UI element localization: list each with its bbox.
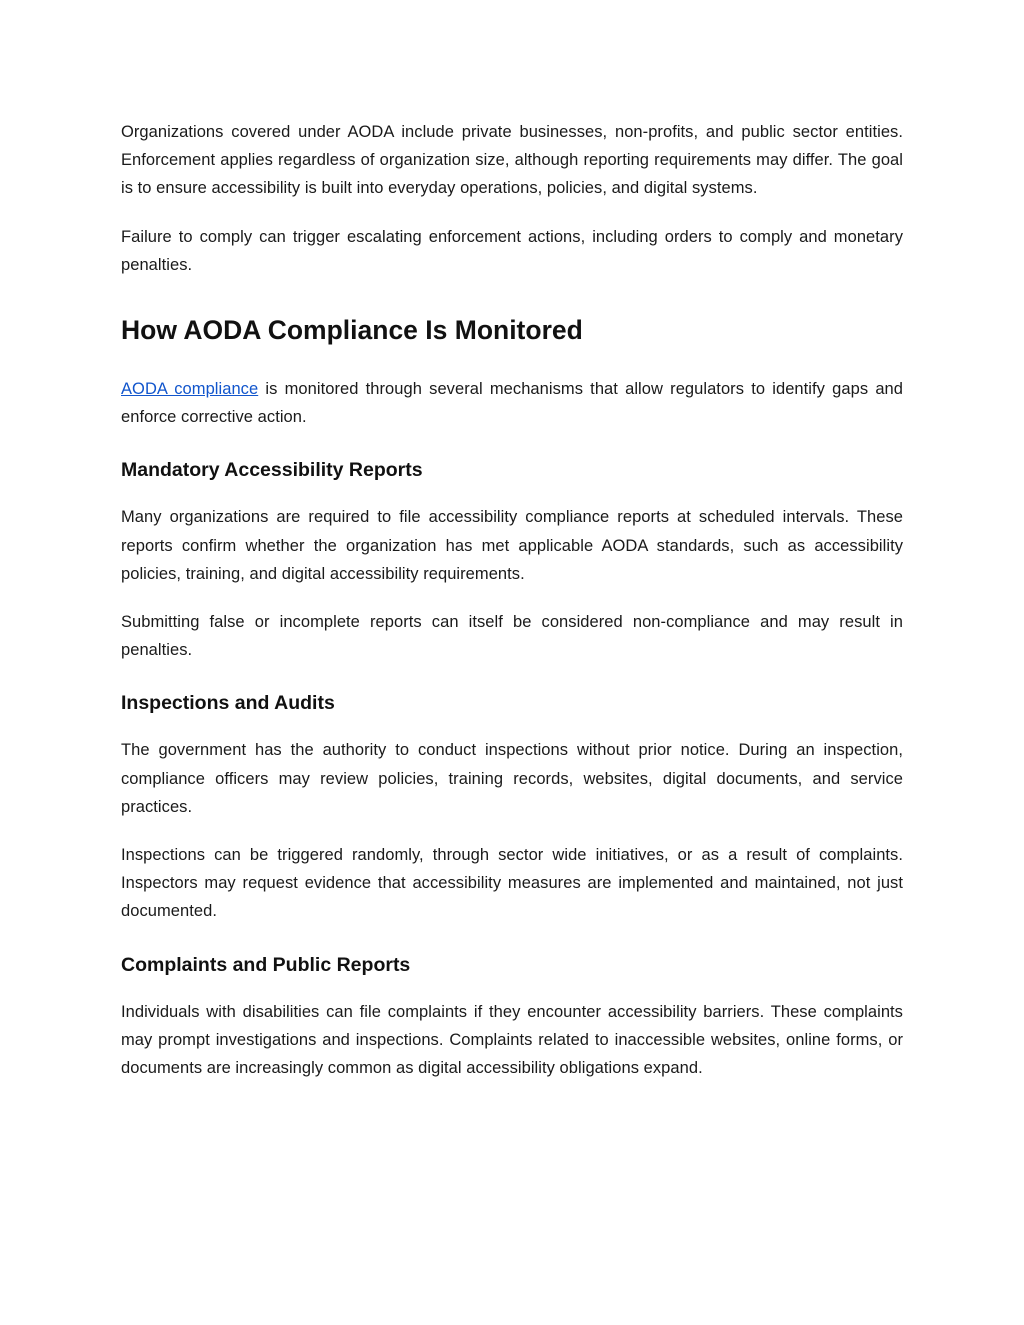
reports-heading: Mandatory Accessibility Reports [121,459,423,482]
document-body [121,118,903,1102]
reports-paragraph-1: Many organizations are required to file accessibility compliance reports at scheduled intervals. These reports confirm whether the organization has met applicable AODA standards, such as accessibility policies, training, and digital accessibility requirements. [121,508,903,583]
inspections-heading: Inspections and Audits [121,692,335,715]
intro-paragraph-2: Failure to comply can trigger escalating enforcement actions, including orders to comply and monetary penalties. [121,227,903,274]
complaints-heading: Complaints and Public Reports [121,953,411,976]
intro-paragraph-1: Organizations covered under AODA include private businesses, non-profits, and public sector entities. Enforcement applies regardless of organization size, although reporting requirements may differ. The goal is to ensure accessibility is built into everyday operations, policies, and digital systems. [121,123,903,198]
monitoring-paragraph-text: is monitored through several mechanisms that allow regulators to identify gaps and enforce corrective action. [121,380,903,427]
complaints-paragraph-1: Individuals with disabilities can file complaints if they encounter accessibility barriers. These complaints may prompt investigations and inspections. Complaints related to inaccessible websites, online forms, or documents are increasingly common as digital accessibility obligations expand. [121,1002,903,1078]
inspections-paragraph-1: The government has the authority to conduct inspections without prior notice. During an inspection, compliance officers may review policies, training records, websites, digital documents, and service practices. [121,741,903,816]
inspections-paragraph-2: Inspections can be triggered randomly, through sector wide initiatives, or as a result of complaints. Inspectors may request evidence that accessibility measures are implemented and maintained, not just documented. [121,846,903,921]
reports-paragraph-2: Submitting false or incomplete reports can itself be considered non-compliance and may result in penalties. [121,613,903,660]
aoda-compliance-link[interactable]: AODA compliance [121,380,259,399]
monitoring-paragraph [121,375,903,431]
monitoring-heading: How AODA Compliance Is Monitored [121,315,583,346]
